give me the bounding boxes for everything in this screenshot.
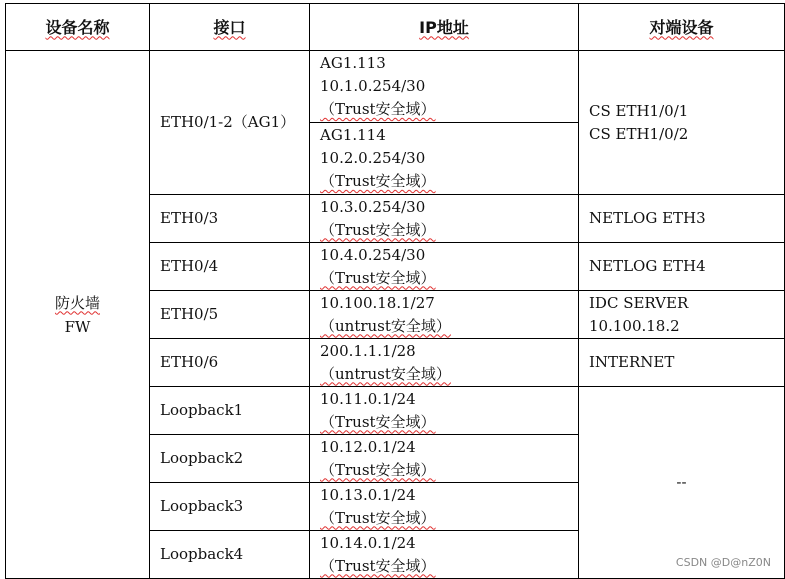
interface-cell: ETH0/5	[150, 291, 310, 339]
peer-cell: CS ETH1/0/1 CS ETH1/0/2	[579, 51, 785, 195]
ip-cell: 10.12.0.1/24 （Trust安全域）	[310, 435, 579, 483]
interface-cell: ETH0/1-2（AG1）	[150, 51, 310, 195]
peer-cell: NETLOG ETH4	[579, 243, 785, 291]
header-ip-address: IP地址	[310, 4, 579, 51]
peer-cell: INTERNET	[579, 339, 785, 387]
table-row	[6, 51, 785, 123]
interface-cell: Loopback4	[150, 531, 310, 579]
peer-cell: NETLOG ETH3	[579, 195, 785, 243]
device-cell	[6, 51, 150, 579]
interface-cell: Loopback3	[150, 483, 310, 531]
ip-cell: 10.13.0.1/24 （Trust安全域）	[310, 483, 579, 531]
device-name: 防火墙	[54, 293, 100, 312]
ip-cell: AG1.113 10.1.0.254/30 （Trust安全域）	[310, 51, 579, 123]
header-peer-device: 对端设备	[579, 4, 785, 51]
peer-cell: IDC SERVER 10.100.18.2	[579, 291, 785, 339]
interface-cell: ETH0/6	[150, 339, 310, 387]
ip-cell: 10.11.0.1/24 （Trust安全域）	[310, 387, 579, 435]
header-device-name: 设备名称	[6, 4, 150, 51]
ip-cell: AG1.114 10.2.0.254/30 （Trust安全域）	[310, 123, 579, 195]
ip-cell: 10.4.0.254/30 （Trust安全域）	[310, 243, 579, 291]
table-header-row	[6, 4, 785, 51]
interface-cell: ETH0/3	[150, 195, 310, 243]
ip-cell: 200.1.1.1/28 （untrust安全域）	[310, 339, 579, 387]
interface-cell: ETH0/4	[150, 243, 310, 291]
watermark: CSDN @D@nZ0N	[675, 556, 771, 569]
ip-cell: 10.100.18.1/27 （untrust安全域）	[310, 291, 579, 339]
interface-cell: Loopback1	[150, 387, 310, 435]
device-model: FW	[64, 317, 91, 336]
interface-cell: Loopback2	[150, 435, 310, 483]
peer-cell: --	[579, 387, 785, 579]
ip-cell: 10.14.0.1/24 （Trust安全域）	[310, 531, 579, 579]
header-interface: 接口	[150, 4, 310, 51]
ip-cell: 10.3.0.254/30 （Trust安全域）	[310, 195, 579, 243]
interface-table	[5, 3, 785, 579]
